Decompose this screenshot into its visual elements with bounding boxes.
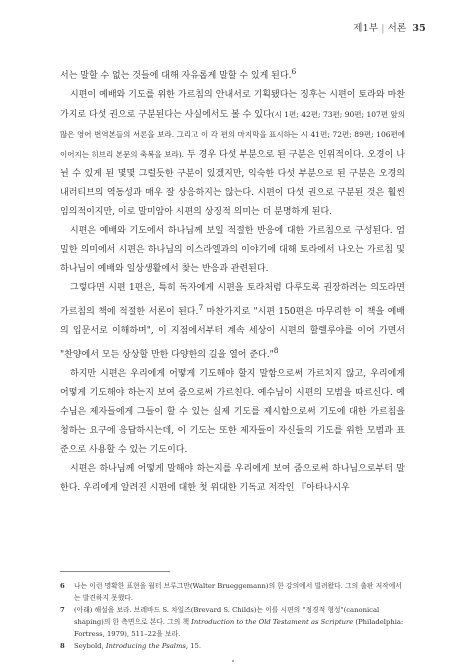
part-label: 제1부	[353, 23, 379, 34]
paragraph	[60, 460, 405, 498]
page-number: 35	[412, 23, 426, 34]
text-run: 그렇다면 시편 1편은, 특히 독자에게 시편을 토라처럼 다루도록 권장하려는 의도라면 가르침의 책에 적절한 서론이 된다.	[60, 283, 405, 317]
text-run: 하지만 시편은 우리에게 어떻게 기도해야 할지 말함으로써 가르치지 않고, 우리에게 어떻게 기도해야 하는지 보여 줌으로써 가르친다. 예수님이 시편의 모범을 따르신다. 예수님은 제자들에게 그들이 할 수 있는 실제 기도를 제시함으로써 기도에 대한 가르침을 청하는 요구에 응답하시는데, 이 기도는 또한 제자들이 자신들의 기도를 위한 모범과 표준으로 사용할 수 있는 기도이다.	[60, 369, 405, 455]
text-run: 나는 이런 명확한 표현을 월터 브루그만(Walter Brueggemann)의 한 강의에서 빌려왔다. 그의 출판 저작에서는 발견하지 못했다.	[74, 582, 402, 602]
header-separator: |	[381, 23, 385, 34]
footnote-ref: 8	[273, 346, 279, 355]
bottom-mark	[232, 660, 234, 662]
section-label: 서론	[387, 23, 407, 34]
text-run: 서는 말할 수 없는 것들에 대해 자유롭게 말할 수 있게 된다.	[60, 71, 292, 81]
parenthetical-note: (시 1편; 42편; 73편; 90편; 107편 앞의 많은 영어 번역본들의 서론을 보라. 그리고 이 각 편의 마지막을 표시하는 시 41편; 72편; 89편; 106편에 이어지는 히브리 본문의 축복을 보라).	[60, 110, 406, 159]
paragraph	[60, 62, 405, 86]
body-text	[60, 62, 405, 498]
text-run: (Philadelphia: Fortress, 1979), 511–22을 보라.	[74, 618, 404, 638]
text-run: 마찬가지로 "시편 150편은 마무리한 이 책을 예배의 입문서로 이해하며", 이 지점에서부터 계속 세상이 시편의 할렐루야를 이어 가면서 "찬양에서 모든 상상할 만한 다양한의 길을 열어 준다."	[60, 307, 405, 360]
book-title: Introduction to the Old Testament as Scripture	[191, 618, 354, 626]
text-run: 시편은 예배와 기도에서 하나님께 보일 적절한 반응에 대한 가르침으로 구성된다. 엄밀한 의미에서 시편은 하나님의 이스라엘과의 이야기에 대해 토라에서 나오는 가르침 및 하나님이 예배와 일상생활에서 찾는 반응과 관련된다.	[60, 226, 405, 274]
text-run: 두 경우 다섯 부분으로 된 구분은 인위적이다. 오경이 나뉜 수 있게 된 몇몇 그럴듯한 구분이 있겠지만, 익숙한 다섯 부분으로 된 구분은 오경의 내러티브의 역동성과 매우 잘 상응하지는 않는다. 시편이 다섯 권으로 구분된 것은 훨씬 임의적이지만, 이로 말미암아 시편의 상징적 의미는 더 분명하게 된다.	[60, 150, 405, 217]
footnote	[60, 604, 405, 640]
footnote-ref: 6	[291, 67, 297, 76]
footnote-number: 7	[60, 606, 65, 614]
text-run: (아래) 해설을 보라. 브레바드 S. 차일즈(Brevard S. Childs)는 이를 시편의 "정경적 형성"(canonical shaping)의 한 측면으로 본다. 그의 책	[74, 606, 380, 626]
paragraph	[60, 279, 405, 365]
footnote-ref: 7	[198, 303, 204, 312]
footnote	[60, 640, 405, 652]
text-run: 시편은 하나님께 어떻게 말해야 하는지를 우리에게 보여 줌으로써 하나님으로부터 말한다. 우리에게 알려진 시편에 대한 첫 위대한 기독교 저작인 『아타나시우	[60, 464, 405, 493]
footnote-number: 6	[60, 582, 65, 590]
text-run: 15.	[188, 642, 202, 650]
text-run: Seybold,	[74, 642, 106, 650]
running-header	[353, 20, 426, 34]
paragraph	[60, 365, 405, 460]
paragraph	[60, 222, 405, 279]
footnote-divider	[60, 571, 170, 572]
footnotes	[60, 580, 405, 652]
footnote-number: 8	[60, 642, 65, 650]
paragraph	[60, 86, 405, 222]
footnote	[60, 580, 405, 604]
text-run: 시편이 예배와 기도를 위한 가르침의 안내서로 기획됐다는 징후는 시편이 토라와 마찬가지로 다섯 권으로 구분된다는 사실에서도 볼 수 있다	[60, 90, 405, 120]
book-title: Introducing the Psalms,	[105, 642, 189, 650]
